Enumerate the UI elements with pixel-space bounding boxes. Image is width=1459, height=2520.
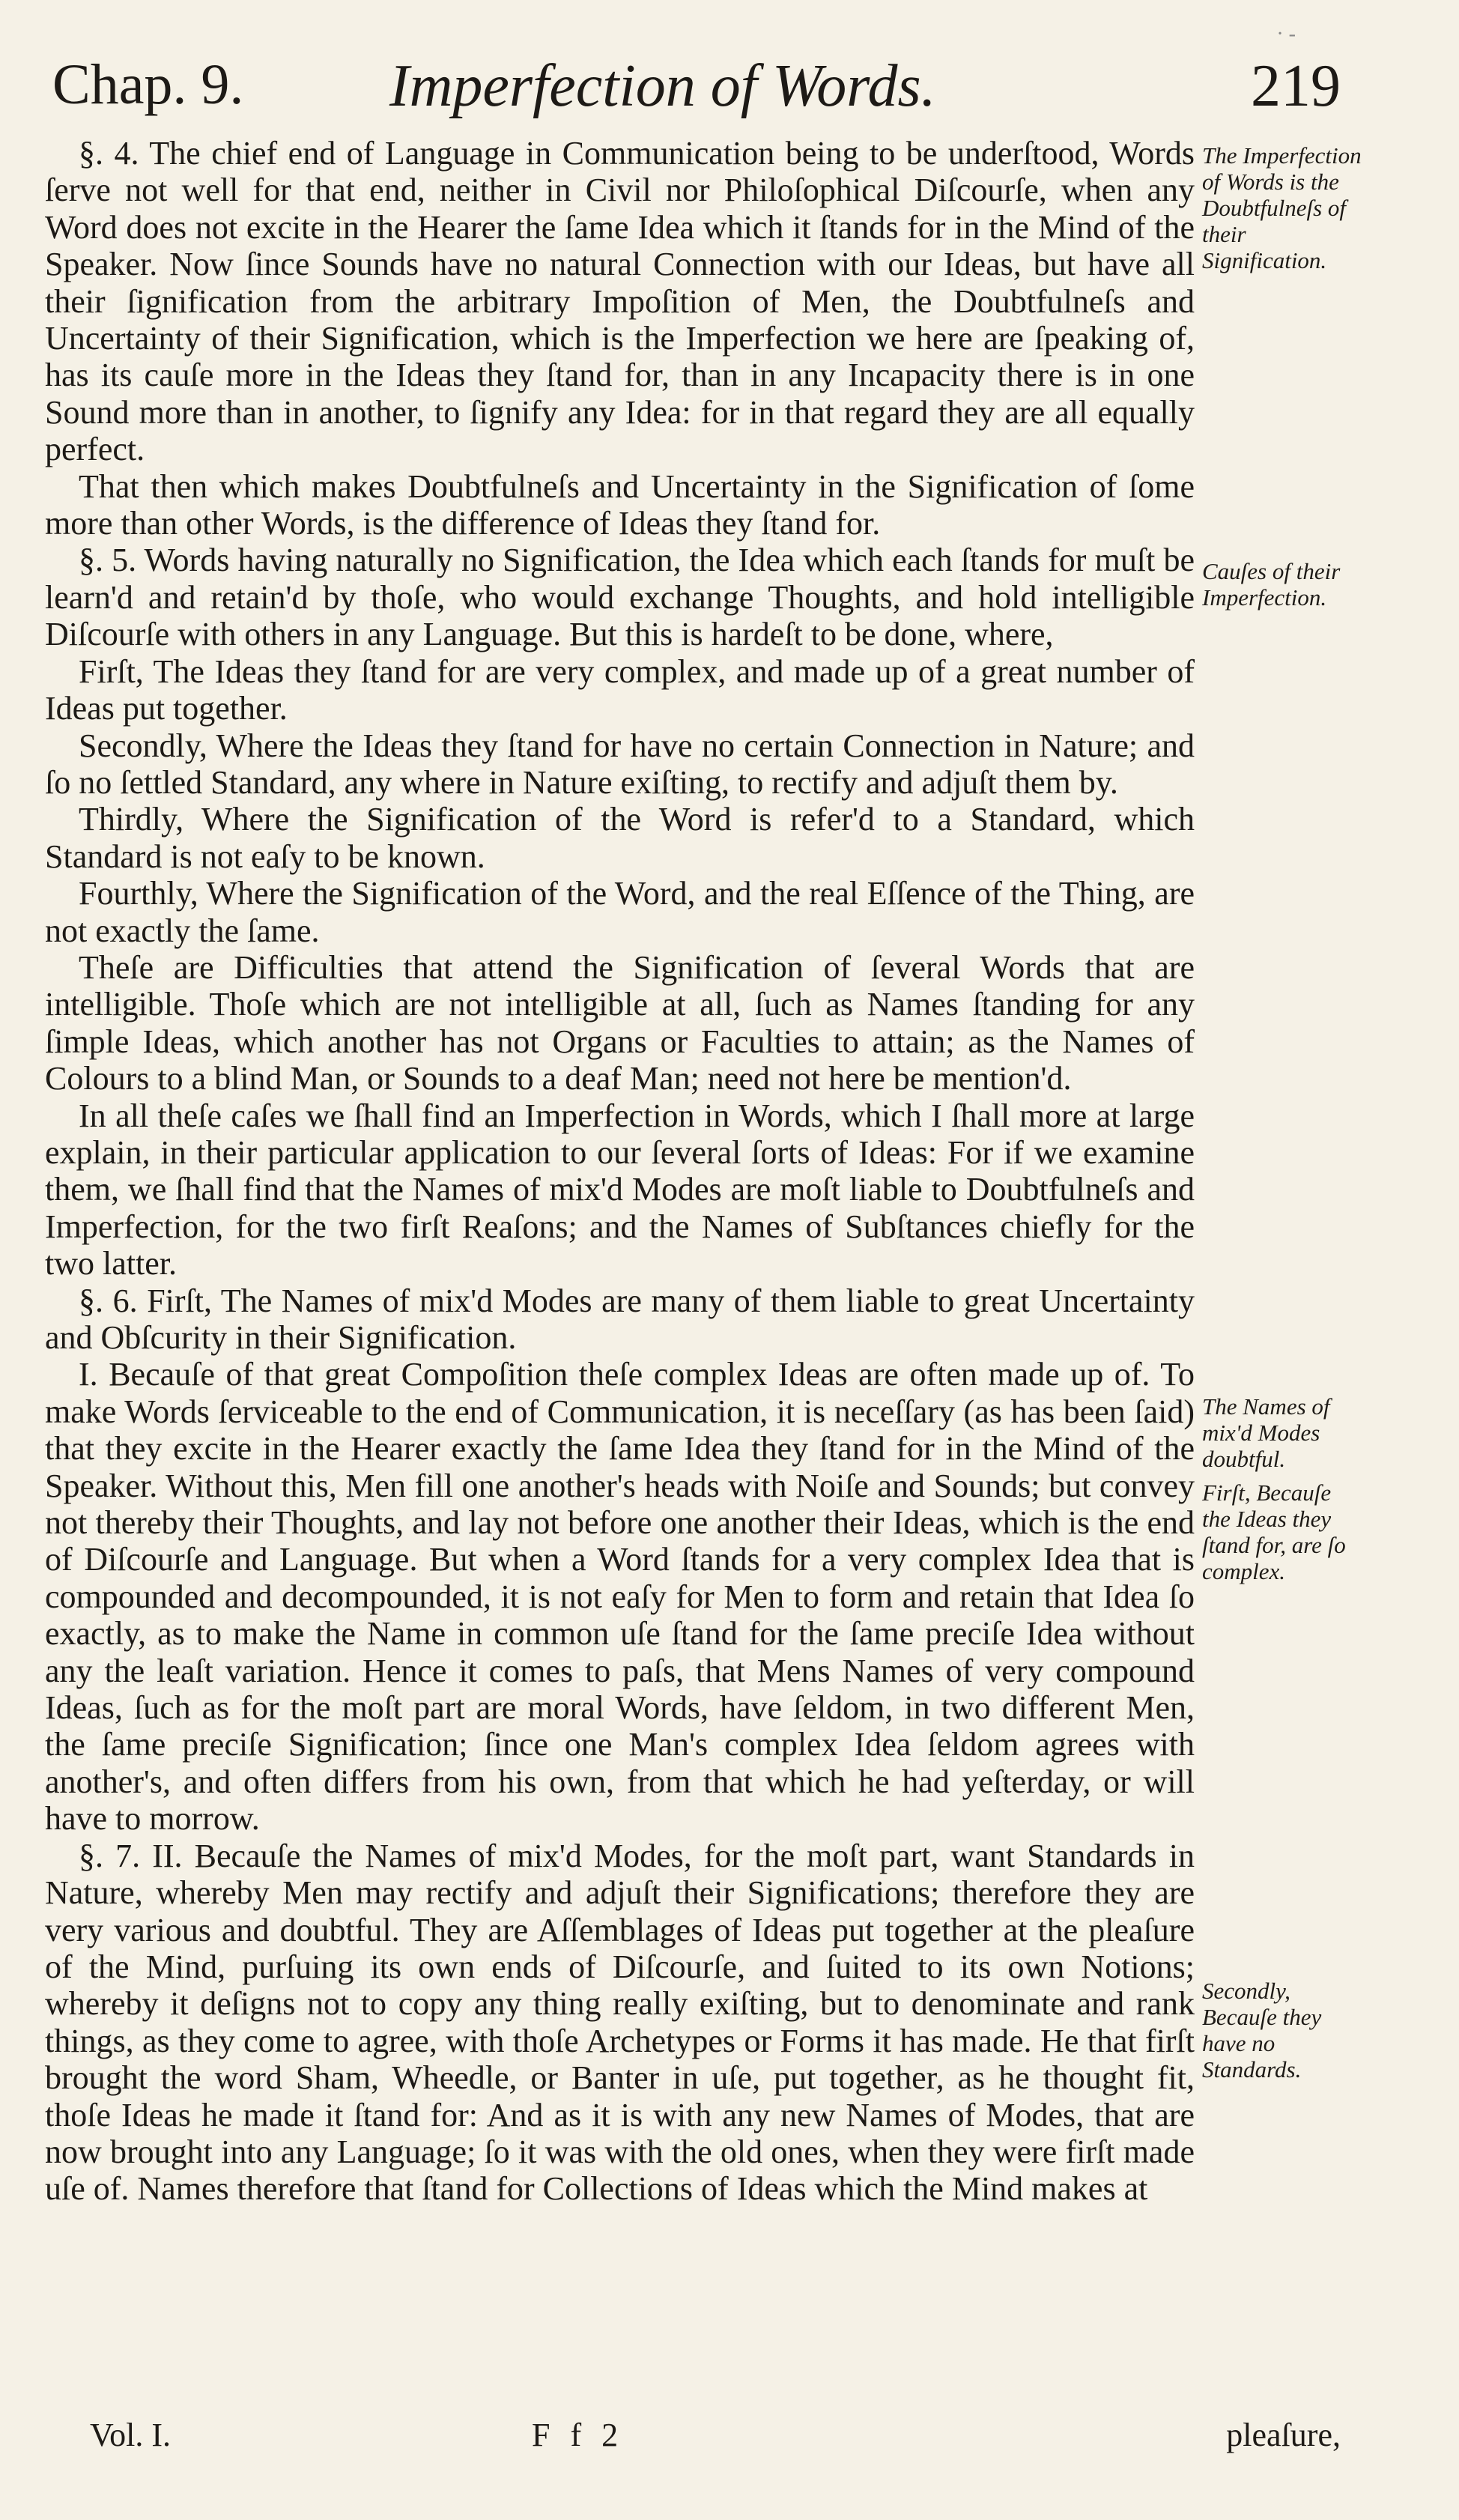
- volume-label: Vol. I.: [90, 2417, 171, 2453]
- running-title: Imperfection of Words.: [389, 53, 936, 119]
- paragraph-first: Firſt, The Ideas they ſtand for are very complex, and made up of a great number of Ideas put together.: [45, 652, 1195, 727]
- paragraph-section-5: §. 5. Words having naturally no Signification, the Idea which each ſtands for muſt be learn'd and retain'd by thoſe, who would exchange Thoughts, and hold intelligible Diſcourſe with others in any Language. But this is hardeſt to be done, where,: [45, 542, 1195, 653]
- corner-mark: · -: [1276, 22, 1296, 46]
- paragraph-doubtfulness: That then which makes Doubtfulneſs and Uncertainty in the Signification of ſome more than other Words, is the difference of Ideas they ſtand for.: [45, 467, 1195, 542]
- margin-note: Secondly, Becauſe they have no Standards.: [1202, 1978, 1322, 2083]
- paragraph-secondly: Secondly, Where the Ideas they ſtand for have no certain Connection in Nature; and ſo no ſettled Standard, any where in Nature exiſting, to rectify and adjuſt them by.: [45, 727, 1195, 801]
- paragraph-difficulties: Theſe are Difficulties that attend the Signification of ſeveral Words that are intelligible. Thoſe which are not intelligible at all, ſuch as Names ſtanding for any ſimple Ideas, which another has not Organs or Faculties to attain; as the Names of Colours to a blind Man, or Sounds to a deaf Man; need not here be mention'd.: [45, 948, 1195, 1097]
- margin-note: Firſt, Becauſe the Ideas they ſtand for, are ſo complex.: [1202, 1479, 1346, 1584]
- page-header: [52, 22, 1341, 135]
- margin-note: The Names of mix'd Modes doubtful.: [1202, 1393, 1330, 1472]
- chapter-label: Chap. 9.: [52, 53, 244, 116]
- page-number: 219: [1251, 53, 1341, 119]
- signature-mark: F f 2: [532, 2417, 625, 2453]
- page-footer: [45, 2416, 1348, 2468]
- text-body: [45, 135, 1195, 2208]
- margin-note: The Imperfection of Words is the Doubtfulneſs of their Signification.: [1202, 142, 1362, 273]
- paragraph-thirdly: Thirdly, Where the Signification of the Word is refer'd to a Standard, which Standard is not eaſy to be known.: [45, 801, 1195, 875]
- paragraph-all-these-cases: In all theſe caſes we ſhall find an Imperfection in Words, which I ſhall more at large explain, in their particular application to our ſeveral ſorts of Ideas: For if we examine them, we ſhall find that the Names of mix'd Modes are moſt liable to Doubtfulneſs and Imperfection, for the two firſt Reaſons; and the Names of Subſtances chiefly for the two latter.: [45, 1097, 1195, 1282]
- paragraph-section-4: §. 4. The chief end of Language in Communication being to be underſtood, Words ſerve not well for that end, neither in Civil nor Philoſophical Diſcourſe, when any Word does not excite in the Hearer the ſame Idea which it ſtands for in the Mind of the Speaker. Now ſince Sounds have no natural Connection with our Ideas, but have all their ſignification from the arbitrary Impoſition of Men, the Doubtfulneſs and Uncertainty of their Signification, which is the Imperfection we here are ſpeaking of, has its cauſe more in the Ideas they ſtand for, than in any Incapacity there is in one Sound more than in another, to ſignify any Idea: for in that regard they are all equally perfect.: [45, 135, 1195, 468]
- paragraph-section-6: §. 6. Firſt, The Names of mix'd Modes are many of them liable to great Uncertainty and Obſcurity in their Signification.: [45, 1282, 1195, 1356]
- paragraph-section-7: §. 7. II. Becauſe the Names of mix'd Modes, for the moſt part, want Standards in Nature, whereby Men may rectify and adjuſt their Significations; therefore they are very various and doubtful. They are Aſſemblages of Ideas put together at the pleaſure of the Mind, purſuing its own ends of Diſcourſe, and ſuited to its own Notions; whereby it deſigns not to copy any thing really exiſting, but to denominate and rank things, as they come to agree, with thoſe Archetypes or Forms it has made. He that firſt brought the word Sham, Wheedle, or Banter in uſe, put together, as he thought fit, thoſe Ideas he made it ſtand for: And as it is with any new Names of Modes, that are now brought into any Language; ſo it was with the old ones, when they were firſt made uſe of. Names therefore that ſtand for Collections of Ideas which the Mind makes at: [45, 1837, 1195, 2208]
- paragraph-composition: I. Becauſe of that great Compoſition theſe complex Ideas are often made up of. To make Words ſerviceable to the end of Communication, it is neceſſary (as has been ſaid) that they excite in the Hearer exactly the ſame Idea they ſtand for in the Mind of the Speaker. Without this, Men fill one another's heads with Noiſe and Sounds; but convey not thereby their Thoughts, and lay not before one another their Ideas, which is the end of Diſcourſe and Language. But when a Word ſtands for a very complex Idea that is compounded and decompounded, it is not eaſy for Men to form and retain that Idea ſo exactly, as to make the Name in common uſe ſtand for the ſame preciſe Idea without any the leaſt variation. Hence it comes to paſs, that Mens Names of very compound Ideas, ſuch as for the moſt part are moral Words, have ſeldom, in two different Men, the ſame preciſe Signification; ſince one Man's complex Idea ſeldom agrees with another's, and often differs from his own, from that which he had yeſterday, or will have to morrow.: [45, 1356, 1195, 1838]
- catchword: pleaſure,: [1226, 2417, 1341, 2453]
- margin-note: Cauſes of their Imperfection.: [1202, 558, 1341, 611]
- paragraph-fourthly: Fourthly, Where the Signification of the Word, and the real Eſſence of the Thing, are not exactly the ſame.: [45, 875, 1195, 949]
